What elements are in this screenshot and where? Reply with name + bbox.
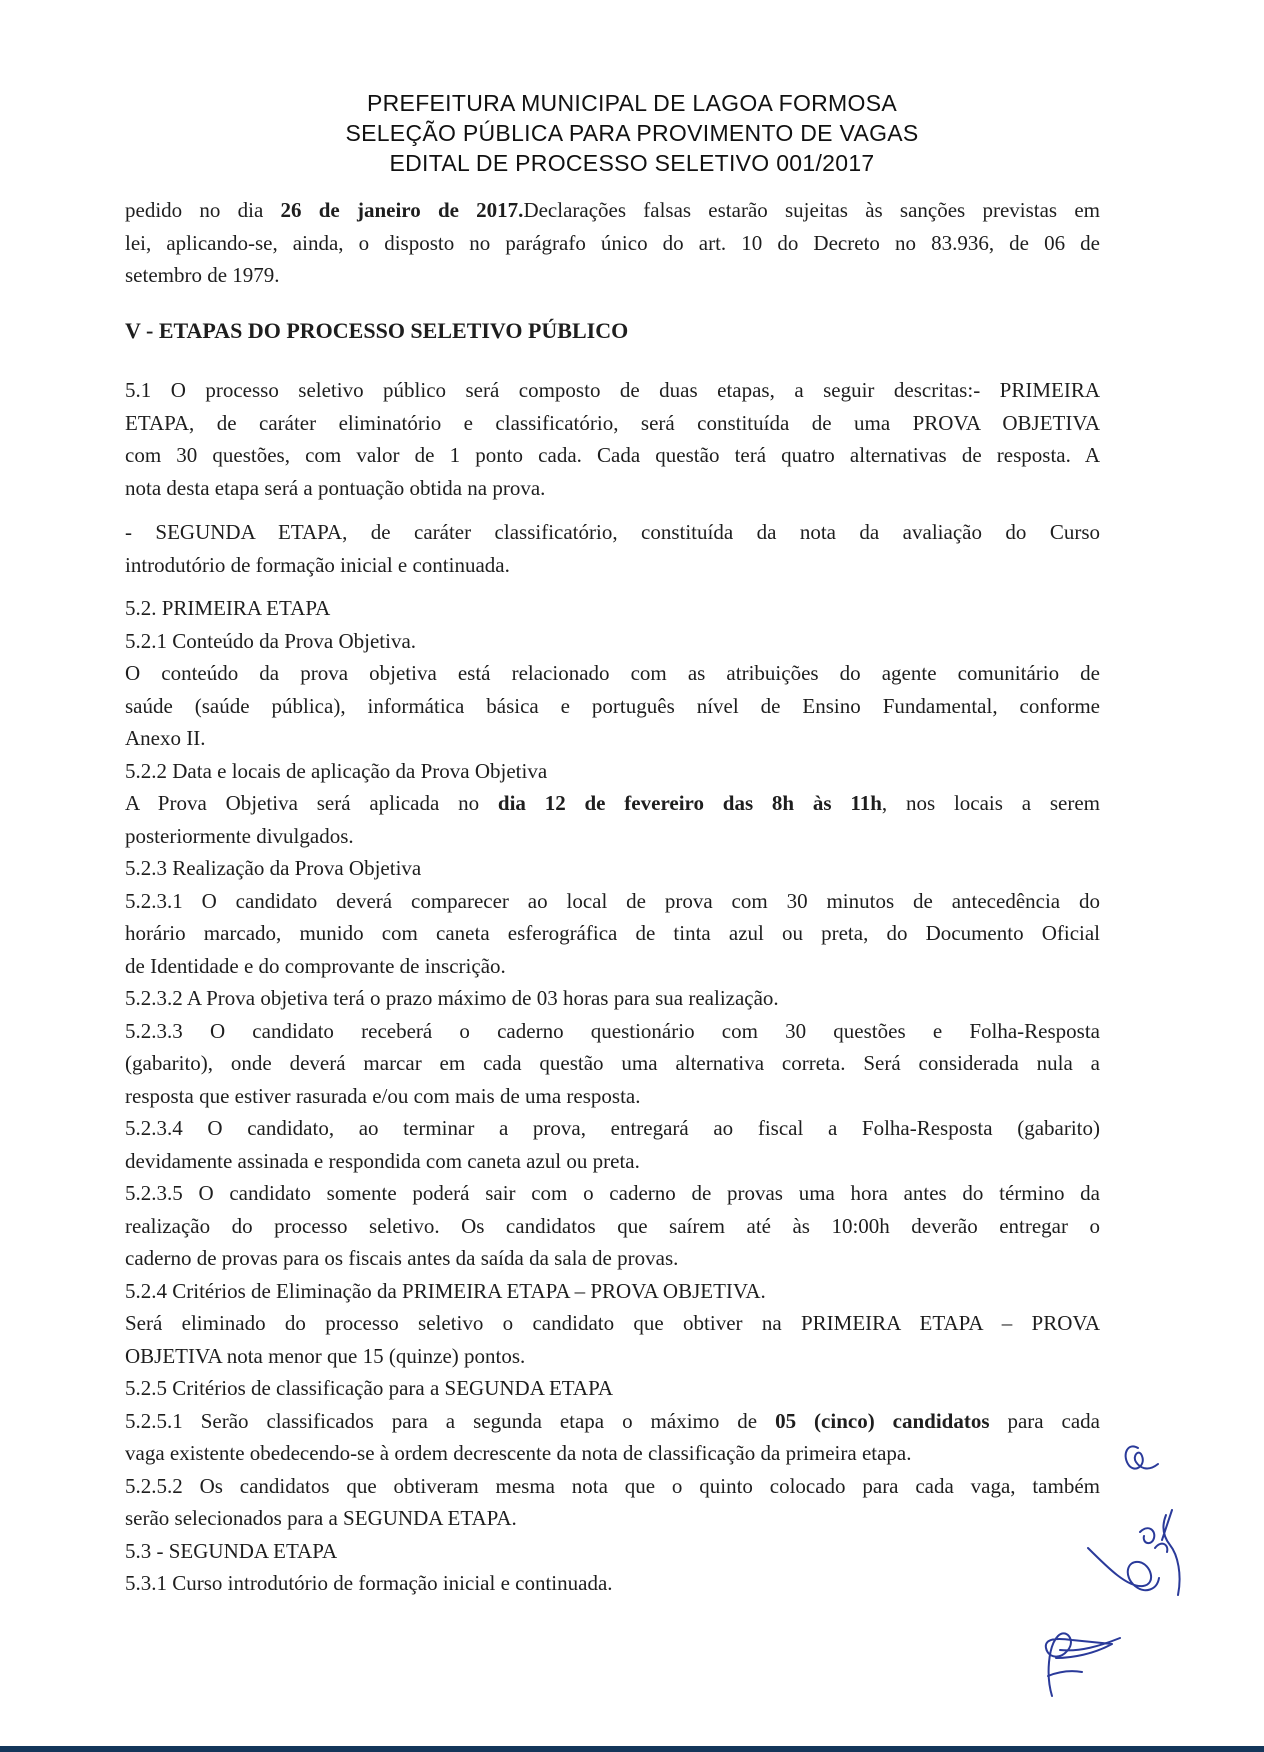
max-candidatos: 05 (cinco) candidatos	[775, 1408, 990, 1433]
heading-5-2-3: 5.2.3 Realização da Prova Objetiva	[125, 856, 422, 880]
segunda-etapa-line-2: introdutório de formação inicial e continuada.	[125, 552, 510, 577]
segunda-etapa-line-1: - SEGUNDA ETAPA, de caráter classificatório, constituída da nota da avaliação do Curso	[125, 520, 1100, 544]
header-edital-number: EDITAL DE PROCESSO SELETIVO 001/2017	[389, 150, 875, 176]
prova-date-line-2: posteriormente divulgados.	[125, 823, 354, 848]
signature-one	[1088, 1510, 1180, 1595]
intro-line-1: pedido no dia 26 de janeiro de 2017.Declarações falsas estarão sujeitas às sanções previstas em	[125, 198, 1100, 222]
item-5-2-3-4-line-1: 5.2.3.4 O candidato, ao terminar a prova, entregará ao fiscal a Folha-Resposta (gabarito)	[125, 1116, 1100, 1140]
item-5-2-5-2-line-2: serão selecionados para a SEGUNDA ETAPA.	[125, 1506, 517, 1530]
item-5-2-3-1-line-2: horário marcado, munido com caneta esferográfica de tinta azul ou preta, do Documento Oficial	[125, 921, 1100, 945]
prova-date-line-1: A Prova Objetiva será aplicada no dia 12 de fevereiro das 8h às 11h, nos locais a serem	[125, 791, 1100, 815]
item-5-2-3-3-line-1: 5.2.3.3 O candidato receberá o caderno questionário com 30 questões e Folha-Resposta	[125, 1018, 1100, 1043]
heading-5-2-5: 5.2.5 Critérios de classificação para a SEGUNDA ETAPA	[125, 1376, 614, 1400]
item-5-2-3-1-line-3: de Identidade e do comprovante de inscrição.	[125, 953, 506, 978]
conteudo-line-2: saúde (saúde pública), informática básica e português nível de Ensino Fundamental, conforme	[125, 693, 1100, 718]
initial-mark	[1126, 1446, 1158, 1468]
heading-5-2: 5.2. PRIMEIRA ETAPA	[125, 596, 331, 620]
item-5-2-3-2: 5.2.3.2 A Prova objetiva terá o prazo máximo de 03 horas para sua realização.	[125, 986, 779, 1010]
section-heading: V - ETAPAS DO PROCESSO SELETIVO PÚBLICO	[125, 317, 629, 343]
item-5-2-3-3-line-2: (gabarito), onde deverá marcar em cada questão uma alternativa correta. Será considerada nula a	[125, 1051, 1100, 1075]
item-5-2-3-4-line-2: devidamente assinada e respondida com caneta azul ou preta.	[125, 1148, 640, 1173]
intro-line-2: lei, aplicando-se, ainda, o disposto no parágrafo único do art. 10 do Decreto no 83.936, de 06 de	[125, 230, 1100, 255]
item-5-2-3-5-line-3: caderno de provas para os fiscais antes da saída da sala de provas.	[125, 1246, 679, 1270]
heading-5-3-1: 5.3.1 Curso introdutório de formação inicial e continuada.	[125, 1571, 613, 1595]
eliminacao-line-2: OBJETIVA nota menor que 15 (quinze) pontos.	[125, 1343, 526, 1368]
item-5-1-line-2: ETAPA, de caráter eliminatório e classificatório, será constituída de uma PROVA OBJETIVA	[125, 410, 1100, 435]
document-header	[0, 88, 1264, 178]
conteudo-line-1: O conteúdo da prova objetiva está relacionado com as atribuições do agente comunitário de	[125, 661, 1100, 685]
item-5-2-5-2-line-1: 5.2.5.2 Os candidatos que obtiveram mesma nota que o quinto colocado para cada vaga, também	[125, 1473, 1100, 1498]
heading-5-2-4: 5.2.4 Critérios de Eliminação da PRIMEIRA ETAPA – PROVA OBJETIVA.	[125, 1278, 766, 1303]
prova-date: dia 12 de fevereiro das 8h às 11h	[497, 791, 882, 815]
intro-date: 26 de janeiro de 2017.	[280, 198, 524, 222]
item-5-2-3-1-line-1: 5.2.3.1 O candidato deverá comparecer ao local de prova com 30 minutos de antecedência do	[125, 888, 1100, 913]
heading-5-3: 5.3 - SEGUNDA ETAPA	[125, 1538, 338, 1563]
heading-5-2-1: 5.2.1 Conteúdo da Prova Objetiva.	[125, 628, 417, 653]
heading-5-2-2: 5.2.2 Data e locais de aplicação da Prova Objetiva	[125, 758, 548, 783]
document-body	[125, 194, 1100, 1600]
item-5-2-3-5-line-2: realização do processo seletivo. Os candidatos que saírem até às 10:00h deverão entregar o	[125, 1213, 1100, 1238]
intro-line-3: setembro de 1979.	[125, 263, 280, 287]
page-bottom-rule	[0, 1746, 1264, 1752]
item-5-2-3-3-line-3: resposta que estiver rasurada e/ou com mais de uma resposta.	[125, 1083, 641, 1108]
eliminacao-line-1: Será eliminado do processo seletivo o candidato que obtiver na PRIMEIRA ETAPA – PROVA	[125, 1311, 1100, 1335]
item-5-2-5-1-line-1: 5.2.5.1 Serão classificados para a segunda etapa o máximo de 05 (cinco) candidatos para cada	[125, 1408, 1100, 1433]
item-5-1-line-3: com 30 questões, com valor de 1 ponto cada. Cada questão terá quatro alternativas de resposta. A	[125, 443, 1100, 467]
item-5-1-line-4: nota desta etapa será a pontuação obtida na prova.	[125, 475, 546, 500]
signature-two	[1046, 1633, 1120, 1696]
header-selection-title: SELEÇÃO PÚBLICA PARA PROVIMENTO DE VAGAS	[345, 120, 919, 146]
item-5-1-line-1: 5.1 O processo seletivo público será composto de duas etapas, a seguir descritas:- PRIMEIRA	[125, 378, 1100, 402]
item-5-2-3-5-line-1: 5.2.3.5 O candidato somente poderá sair com o caderno de provas uma hora antes do término da	[125, 1181, 1100, 1205]
header-municipality: PREFEITURA MUNICIPAL DE LAGOA FORMOSA	[367, 90, 897, 116]
conteudo-line-3: Anexo II.	[125, 726, 206, 750]
item-5-2-5-1-line-2: vaga existente obedecendo-se à ordem decrescente da nota de classificação da primeira etapa.	[125, 1441, 912, 1465]
